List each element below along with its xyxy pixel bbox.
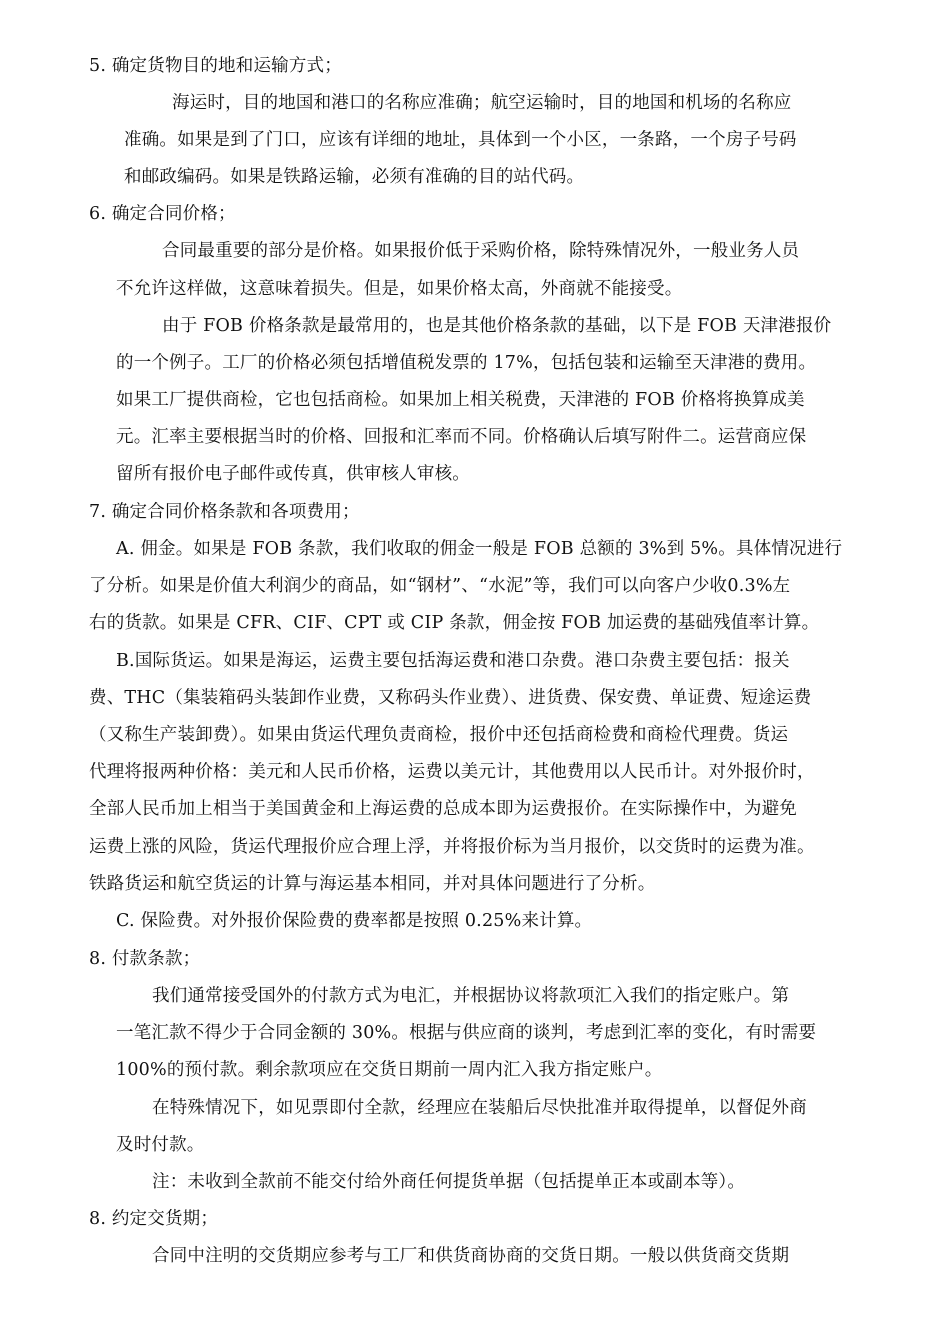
paragraph-line: 铁路货运和航空货运的计算与海运基本相同，并对具体问题进行了分析。	[89, 874, 656, 894]
heading-destination: 5. 确定货物目的地和运输方式；	[89, 56, 342, 76]
paragraph-line: 不允许这样做，这意味着损失。但是，如果价格太高，外商就不能接受。	[116, 279, 683, 299]
paragraph-line: （又称生产装卸费）。如果由货运代理负责商检，报价中还包括商检费和商检代理费。货运	[89, 725, 789, 745]
paragraph-line: B.国际货运。如果是海运，运费主要包括海运费和港口杂费。港口杂费主要包括：报关	[116, 651, 790, 671]
paragraph-line: 右的货款。如果是 CFR、CIF、CPT 或 CIP 条款，佣金按 FOB 加运费的基础残值率计算。	[89, 613, 820, 633]
paragraph-line: 一笔汇款不得少于合同金额的 30%。根据与供应商的谈判，考虑到汇率的变化，有时需要	[116, 1023, 817, 1043]
heading-delivery-date: 8. 约定交货期；	[89, 1209, 219, 1229]
paragraph-line: 合同最重要的部分是价格。如果报价低于采购价格，除特殊情况外，一般业务人员	[162, 241, 800, 261]
paragraph-line: 费、THC（集装箱码头装卸作业费，又称码头作业费）、进货费、保安费、单证费、短途运费	[89, 688, 812, 708]
paragraph-line: 海运时，目的地国和港口的名称应准确；航空运输时，目的地国和机场的名称应	[172, 93, 792, 113]
paragraph-line: 全部人民币加上相当于美国黄金和上海运费的总成本即为运费报价。在实际操作中，为避免	[89, 799, 797, 819]
paragraph-line: 了分析。如果是价值大利润少的商品，如“钢材”、“水泥”等，我们可以向客户少收0.3%左	[89, 576, 791, 596]
paragraph-line: 我们通常接受国外的付款方式为电汇，并根据协议将款项汇入我们的指定账户。第	[152, 986, 790, 1006]
paragraph-line: 由于 FOB 价格条款是最常用的，也是其他价格条款的基础，以下是 FOB 天津港报价	[162, 316, 832, 336]
heading-payment-terms: 8. 付款条款；	[89, 949, 201, 969]
paragraph-line: 和邮政编码。如果是铁路运输，必须有准确的目的站代码。	[124, 167, 585, 187]
paragraph-line: 准确。如果是到了门口，应该有详细的地址，具体到一个小区，一条路，一个房子号码	[124, 130, 797, 150]
paragraph-line: 留所有报价电子邮件或传真，供审核人审核。	[116, 464, 470, 484]
paragraph-line: 100%的预付款。剩余款项应在交货日期前一周内汇入我方指定账户。	[116, 1060, 663, 1080]
heading-contract-price: 6. 确定合同价格；	[89, 204, 236, 224]
paragraph-line: 如果工厂提供商检，它也包括商检。如果加上相关税费，天津港的 FOB 价格将换算成美	[116, 390, 805, 410]
paragraph-line: C. 保险费。对外报价保险费的费率都是按照 0.25%来计算。	[116, 911, 593, 931]
paragraph-line: A. 佣金。如果是 FOB 条款，我们收取的佣金一般是 FOB 总额的 3%到 5%。具体情况进行	[116, 539, 843, 559]
paragraph-line: 合同中注明的交货期应参考与工厂和供货商协商的交货日期。一般以供货商交货期	[152, 1246, 790, 1266]
paragraph-line: 代理将报两种价格：美元和人民币价格，运费以美元计，其他费用以人民币计。对外报价时，	[89, 762, 815, 782]
paragraph-line: 运费上涨的风险，货运代理报价应合理上浮，并将报价标为当月报价，以交货时的运费为准。	[89, 837, 815, 857]
paragraph-line: 在特殊情况下，如见票即付全款，经理应在装船后尽快批准并取得提单，以督促外商	[152, 1098, 807, 1118]
paragraph-line: 及时付款。	[116, 1135, 205, 1155]
paragraph-line: 元。汇率主要根据当时的价格、回报和汇率而不同。价格确认后填写附件二。运营商应保	[116, 427, 807, 447]
paragraph-line: 的一个例子。工厂的价格必须包括增值税发票的 17%，包括包装和运输至天津港的费用。	[116, 353, 817, 373]
note-line: 注：未收到全款前不能交付给外商任何提货单据（包括提单正本或副本等）。	[152, 1172, 746, 1192]
heading-price-terms: 7. 确定合同价格条款和各项费用；	[89, 502, 360, 522]
